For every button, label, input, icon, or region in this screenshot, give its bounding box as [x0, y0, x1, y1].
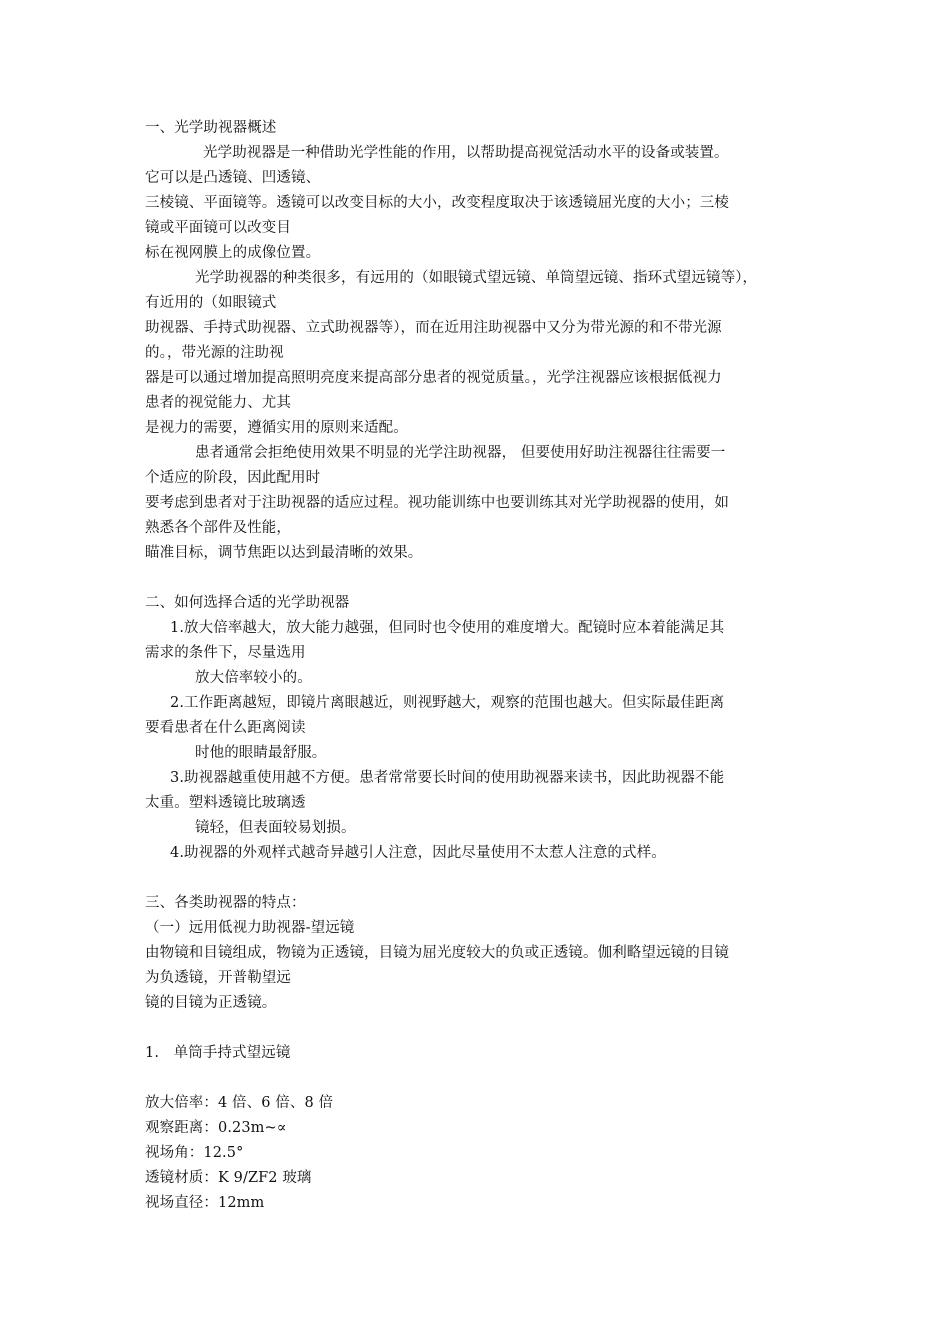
numbered-item-heading: 1. 单筒手持式望远镜 [145, 1045, 291, 1061]
paragraph-line: 光学助视器的种类很多，有远用的（如眼镜式望远镜、单筒望远镜、指环式望远镜等）， [195, 270, 758, 286]
paragraph-line: 光学助视器是一种借助光学性能的作用，以帮助提高视觉活动水平的设备或装置。 [203, 145, 729, 161]
list-item-line: 镜轻，但表面较易划损。 [195, 820, 356, 836]
spec-line: 观察距离：0.23m~∝ [145, 1120, 287, 1136]
paragraph-line: 患者的视觉能力、尤其 [145, 395, 291, 411]
spec-line: 视场角：12.5° [145, 1145, 244, 1161]
paragraph-line: 由物镜和目镜组成，物镜为正透镜，目镜为屈光度较大的负或正透镜。伽利略望远镜的目镜 [145, 945, 729, 961]
paragraph-line: 镜的目镜为正透镜。 [145, 995, 277, 1011]
paragraph-line: 镜或平面镜可以改变目 [145, 220, 291, 236]
list-item-line: 4.助视器的外观样式越奇异越引人注意，因此尽量使用不太惹人注意的式样。 [170, 845, 666, 861]
paragraph-line: 器是可以通过增加提高照明亮度来提高部分患者的视觉质量。，光学注视器应该根据低视力 [145, 370, 722, 386]
spec-line: 透镜材质：K 9/ZF2 玻璃 [145, 1170, 312, 1186]
paragraph-line: 个适应的阶段，因此配用时 [145, 470, 321, 486]
paragraph-line: 患者通常会拒绝使用效果不明显的光学注助视器， 但要使用好助注视器往往需要一 [195, 445, 726, 461]
list-item-line: 2.工作距离越短，即镜片离眼越近，则视野越大，观察的范围也越大。但实际最佳距离 [170, 695, 725, 711]
section2-heading: 二、如何选择合适的光学助视器 [145, 595, 350, 611]
list-item-line: 需求的条件下，尽量选用 [145, 645, 306, 661]
paragraph-line: 标在视网膜上的成像位置。 [145, 245, 321, 261]
list-item-line: 放大倍率较小的。 [195, 670, 312, 686]
list-item-line: 1.放大倍率越大，放大能力越强，但同时也令使用的难度增大。配镜时应本着能满足其 [170, 620, 725, 636]
subsection-heading: （一）远用低视力助视器-望远镜 [145, 920, 355, 936]
paragraph-line: 三棱镜、平面镜等。透镜可以改变目标的大小，改变程度取决于该透镜屈光度的大小；三棱 [145, 195, 729, 211]
paragraph-line: 是视力的需要，遵循实用的原则来适配。 [145, 420, 408, 436]
list-item-line: 要看患者在什么距离阅读 [145, 720, 306, 736]
paragraph-line: 它可以是凸透镜、凹透镜、 [145, 170, 321, 186]
spec-line: 视场直径：12mm [145, 1195, 265, 1211]
list-item-line: 3.助视器越重使用越不方便。患者常常要长时间的使用助视器来读书，因此助视器不能 [170, 770, 725, 786]
section1-heading: 一、光学助视器概述 [145, 120, 277, 136]
paragraph-line: 助视器、手持式助视器、立式助视器等），而在近用注助视器中又分为带光源的和不带光源 [145, 320, 722, 336]
paragraph-line: 瞄准目标，调节焦距以达到最清晰的效果。 [145, 545, 423, 561]
section3-heading: 三、各类助视器的特点： [145, 895, 306, 911]
paragraph-line: 有近用的（如眼镜式 [145, 295, 277, 311]
paragraph-line: 要考虑到患者对于注助视器的适应过程。视功能训练中也要训练其对光学助视器的使用，如 [145, 495, 729, 511]
spec-line: 放大倍率：4 倍、6 倍、8 倍 [145, 1095, 334, 1111]
paragraph-line: 为负透镜，开普勒望远 [145, 970, 291, 986]
paragraph-line: 的。，带光源的注助视 [145, 345, 284, 361]
paragraph-line: 熟悉各个部件及性能， [145, 520, 291, 536]
list-item-line: 时他的眼睛最舒服。 [195, 745, 327, 761]
list-item-line: 太重。塑料透镜比玻璃透 [145, 795, 306, 811]
